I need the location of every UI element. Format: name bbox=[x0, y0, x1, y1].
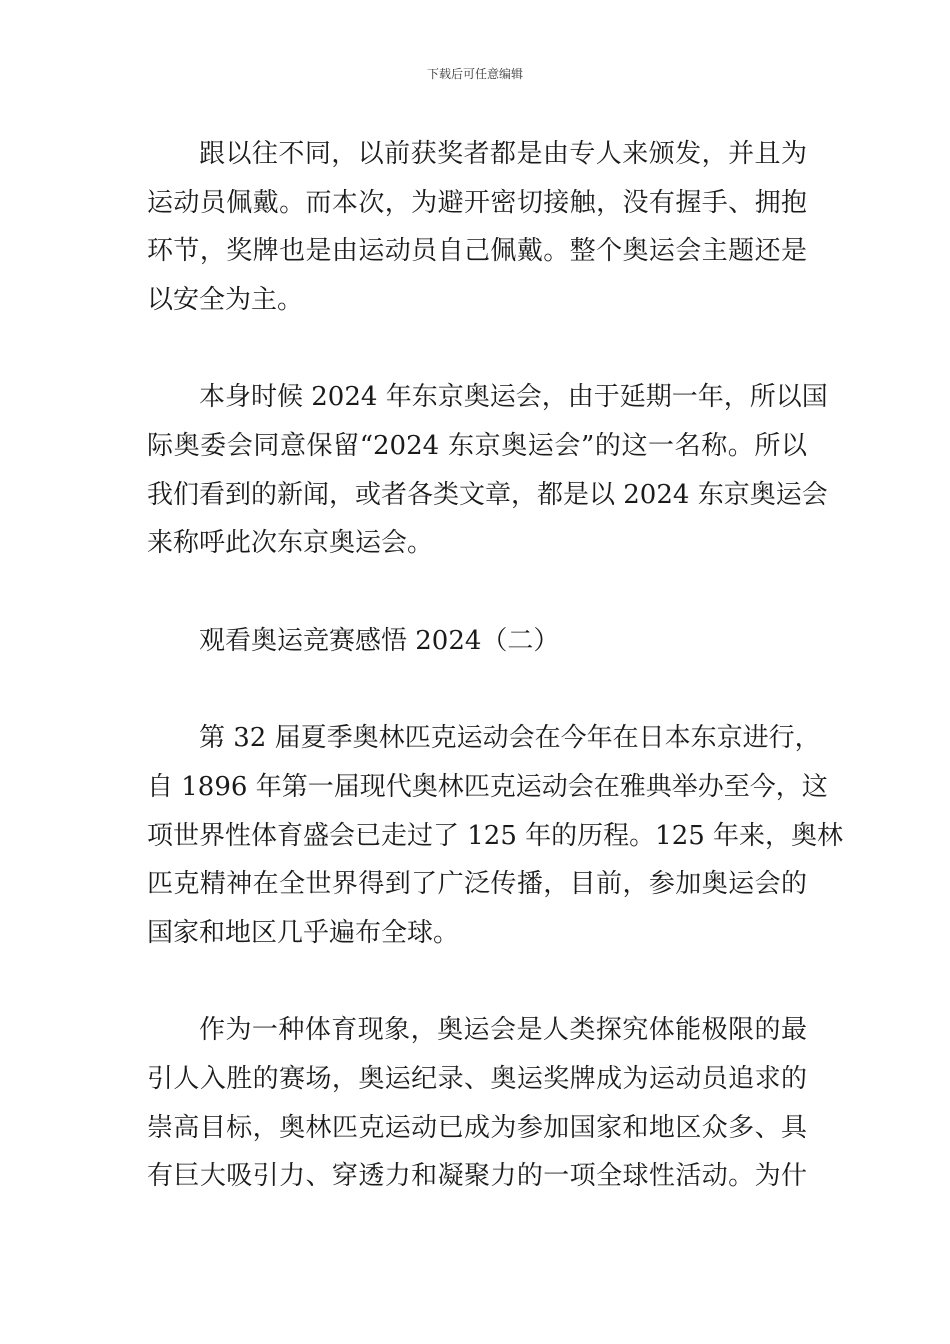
paragraph-games-name bbox=[147, 373, 828, 567]
paragraph-gap bbox=[147, 324, 807, 373]
text-line: 第 32 届夏季奥林匹克运动会在今年在日本东京进行， bbox=[199, 723, 821, 754]
paragraph-medal-ceremony bbox=[147, 130, 807, 324]
text-line: 际奥委会同意保留“2024 东京奥运会”的这一名称。所以 bbox=[147, 430, 807, 461]
text-line: 匹克精神在全世界得到了广泛传播，目前，参加奥运会的 bbox=[147, 869, 807, 900]
text-line: 引人入胜的赛场，奥运纪录、奥运奖牌成为运动员追求的 bbox=[147, 1063, 807, 1094]
text-line: 运动员佩戴。而本次，为避开密切接触，没有握手、拥抱 bbox=[147, 187, 807, 218]
section-heading bbox=[147, 617, 807, 666]
paragraph-gap bbox=[147, 665, 807, 714]
section-heading-text: 观看奥运竞赛感悟 2024（二） bbox=[199, 625, 560, 656]
paragraph-sports-phenomenon bbox=[147, 1006, 807, 1200]
text-line: 国家和地区几乎遍布全球。 bbox=[147, 917, 460, 948]
text-line: 跟以往不同，以前获奖者都是由专人来颁发，并且为 bbox=[199, 139, 807, 169]
text-line: 以安全为主。 bbox=[147, 284, 304, 315]
paragraph-gap bbox=[147, 568, 807, 617]
paragraph-gap bbox=[147, 957, 807, 1006]
document-body bbox=[147, 130, 844, 1201]
text-line: 来称呼此次东京奥运会。 bbox=[147, 528, 434, 559]
text-line: 项世界性体育盛会已走过了 125 年的历程。125 年来，奥林 bbox=[147, 820, 844, 851]
text-line: 自 1896 年第一届现代奥林匹克运动会在雅典举办至今，这 bbox=[147, 771, 828, 802]
text-line: 我们看到的新闻，或者各类文章，都是以 2024 东京奥运会 bbox=[147, 479, 828, 510]
page-header: 下载后可任意编辑 bbox=[426, 67, 523, 81]
text-line: 本身时候 2024 年东京奥运会，由于延期一年，所以国 bbox=[199, 382, 828, 413]
text-line: 作为一种体育现象，奥运会是人类探究体能极限的最 bbox=[199, 1015, 807, 1046]
text-line: 环节，奖牌也是由运动员自己佩戴。整个奥运会主题还是 bbox=[147, 236, 807, 267]
text-line: 崇高目标，奥林匹克运动已成为参加国家和地区众多、具 bbox=[147, 1112, 807, 1143]
text-line: 有巨大吸引力、穿透力和凝聚力的一项全球性活动。为什 bbox=[147, 1161, 807, 1192]
paragraph-olympic-history bbox=[147, 714, 844, 957]
